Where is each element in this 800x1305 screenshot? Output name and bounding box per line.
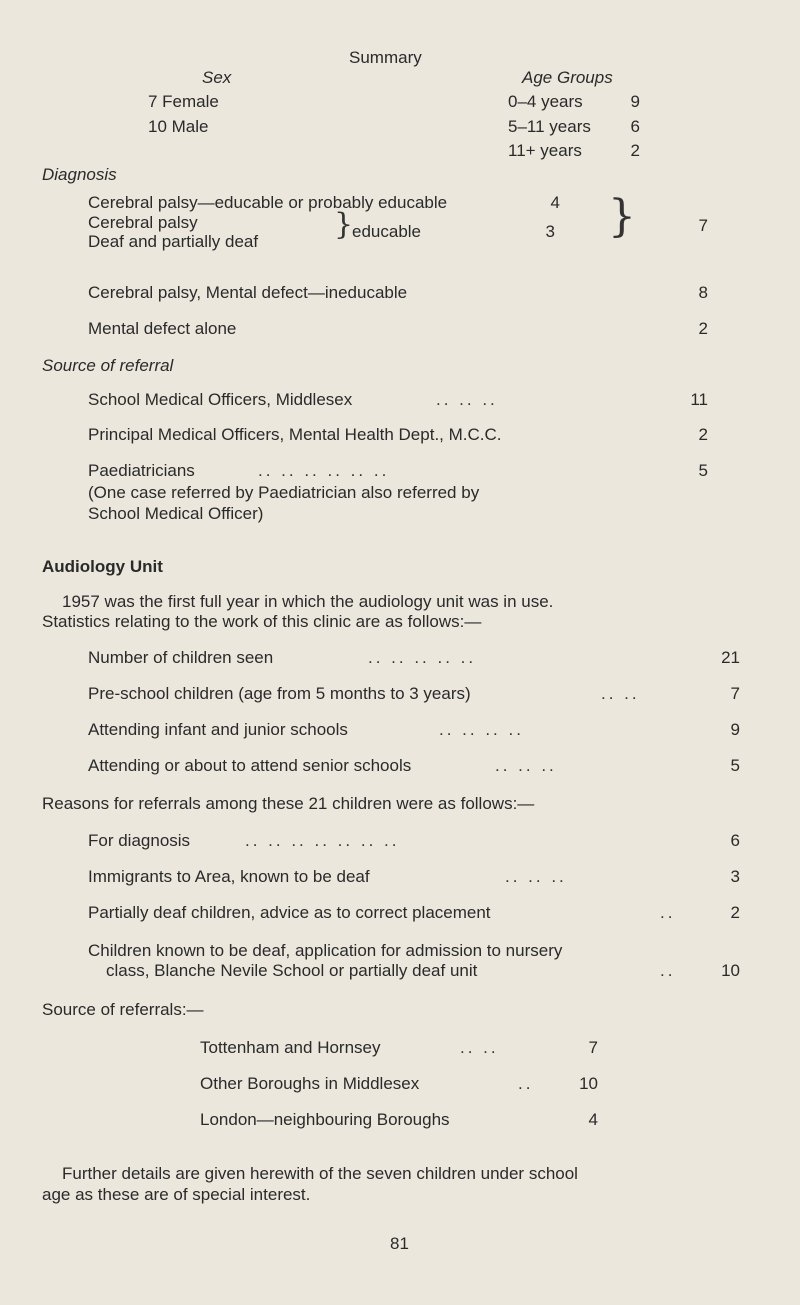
age-group-label: 5–11 years <box>508 117 591 136</box>
reason-label: For diagnosis <box>88 831 191 850</box>
known-deaf-line2: class, Blanche Nevile School or partially deaf unit <box>106 961 478 980</box>
diagnosis-total: 7 <box>698 216 708 235</box>
leader-dots: .. <box>660 903 676 922</box>
reasons-intro: Reasons for referrals among these 21 children were as follows:— <box>42 794 535 813</box>
age-group-value: 9 <box>630 92 640 111</box>
stat-label: Number of children seen <box>88 648 274 667</box>
diagnosis-mental-label: Mental defect alone <box>88 319 237 338</box>
referral-note-line2: School Medical Officer) <box>88 504 264 523</box>
source-value: 7 <box>588 1038 598 1057</box>
source-value: 10 <box>579 1074 598 1093</box>
diagnosis-educable-value: 3 <box>545 222 555 241</box>
stat-label: Attending infant and junior schools <box>88 720 348 739</box>
diagnosis-cp-educable-label: Cerebral palsy—educable or probably educable <box>88 193 448 212</box>
stat-value: 7 <box>730 684 740 703</box>
audiology-intro-line1: 1957 was the first full year in which the audiology unit was in use. <box>62 592 554 611</box>
source-label: Tottenham and Hornsey <box>200 1038 381 1057</box>
referral-label: School Medical Officers, Middlesex <box>88 390 353 409</box>
audiology-heading: Audiology Unit <box>42 557 163 576</box>
reason-label: Immigrants to Area, known to be deaf <box>88 867 370 886</box>
further-line2: age as these are of special interest. <box>42 1185 311 1204</box>
referral-value: 2 <box>698 425 708 444</box>
leader-dots: .. .. <box>601 684 640 703</box>
diagnosis-mental-value: 2 <box>698 319 708 338</box>
age-group-label: 0–4 years <box>508 92 583 111</box>
reason-value: 3 <box>730 867 740 886</box>
referral-heading: Source of referral <box>42 356 174 375</box>
referral-note-line1: (One case referred by Paediatrician also referred by <box>88 483 480 502</box>
diagnosis-cp-ineducable-label: Cerebral palsy, Mental defect—ineducable <box>88 283 408 302</box>
age-groups-heading: Age Groups <box>522 68 613 87</box>
page-number: 81 <box>390 1234 409 1253</box>
sex-female: 7 Female <box>148 92 219 111</box>
further-line1: Further details are given herewith of the seven children under school <box>62 1164 578 1183</box>
stat-value: 21 <box>721 648 740 667</box>
summary-title: Summary <box>349 48 422 67</box>
referral-value: 11 <box>690 390 708 409</box>
leader-dots: .. .. .. .. .. .. <box>258 461 390 480</box>
leader-dots: .. .. .. <box>436 390 498 409</box>
brace-right: } <box>608 191 636 242</box>
reason-value: 2 <box>730 903 740 922</box>
source-referrals-intro: Source of referrals:— <box>42 1000 204 1019</box>
age-group-label: 11+ years <box>508 141 582 160</box>
diagnosis-cp-ineducable-value: 8 <box>698 283 708 302</box>
stat-value: 5 <box>730 756 740 775</box>
diagnosis-cp-label: Cerebral palsy <box>88 213 198 232</box>
age-group-value: 6 <box>630 117 640 136</box>
leader-dots: .. .. .. <box>505 867 567 886</box>
reason-value: 6 <box>730 831 740 850</box>
source-value: 4 <box>588 1110 598 1129</box>
leader-dots: .. .. .. .. .. .. .. <box>245 831 400 850</box>
brace-left: } <box>334 207 354 242</box>
audiology-intro-line2: Statistics relating to the work of this clinic are as follows:— <box>42 612 482 631</box>
diagnosis-cp-educable-value: 4 <box>550 193 560 212</box>
source-label: Other Boroughs in Middlesex <box>200 1074 420 1093</box>
leader-dots: .. .. .. .. <box>439 720 524 739</box>
age-group-value: 2 <box>630 141 640 160</box>
known-deaf-line1: Children known to be deaf, application for admission to nursery <box>88 941 563 960</box>
sex-male: 10 Male <box>148 117 209 136</box>
leader-dots: .. .. <box>460 1038 499 1057</box>
stat-value: 9 <box>730 720 740 739</box>
diagnosis-educable-label: educable <box>352 222 422 241</box>
stat-label: Pre-school children (age from 5 months to 3 years) <box>88 684 471 703</box>
reason-label: Partially deaf children, advice as to correct placement <box>88 903 491 922</box>
leader-dots: .. .. .. <box>495 756 557 775</box>
sex-heading: Sex <box>202 68 232 87</box>
stat-label: Attending or about to attend senior schools <box>88 756 412 775</box>
referral-value: 5 <box>698 461 708 480</box>
diagnosis-heading: Diagnosis <box>42 165 117 184</box>
referral-label: Paediatricians <box>88 461 195 480</box>
diagnosis-deaf-label: Deaf and partially deaf <box>88 232 259 251</box>
known-deaf-value: 10 <box>721 961 740 980</box>
leader-dots: .. <box>518 1074 534 1093</box>
leader-dots: .. <box>660 961 676 980</box>
leader-dots: .. .. .. .. .. <box>368 648 477 667</box>
referral-label: Principal Medical Officers, Mental Health Dept., M.C.C. <box>88 425 502 444</box>
source-label: London—neighbouring Boroughs <box>200 1110 450 1129</box>
